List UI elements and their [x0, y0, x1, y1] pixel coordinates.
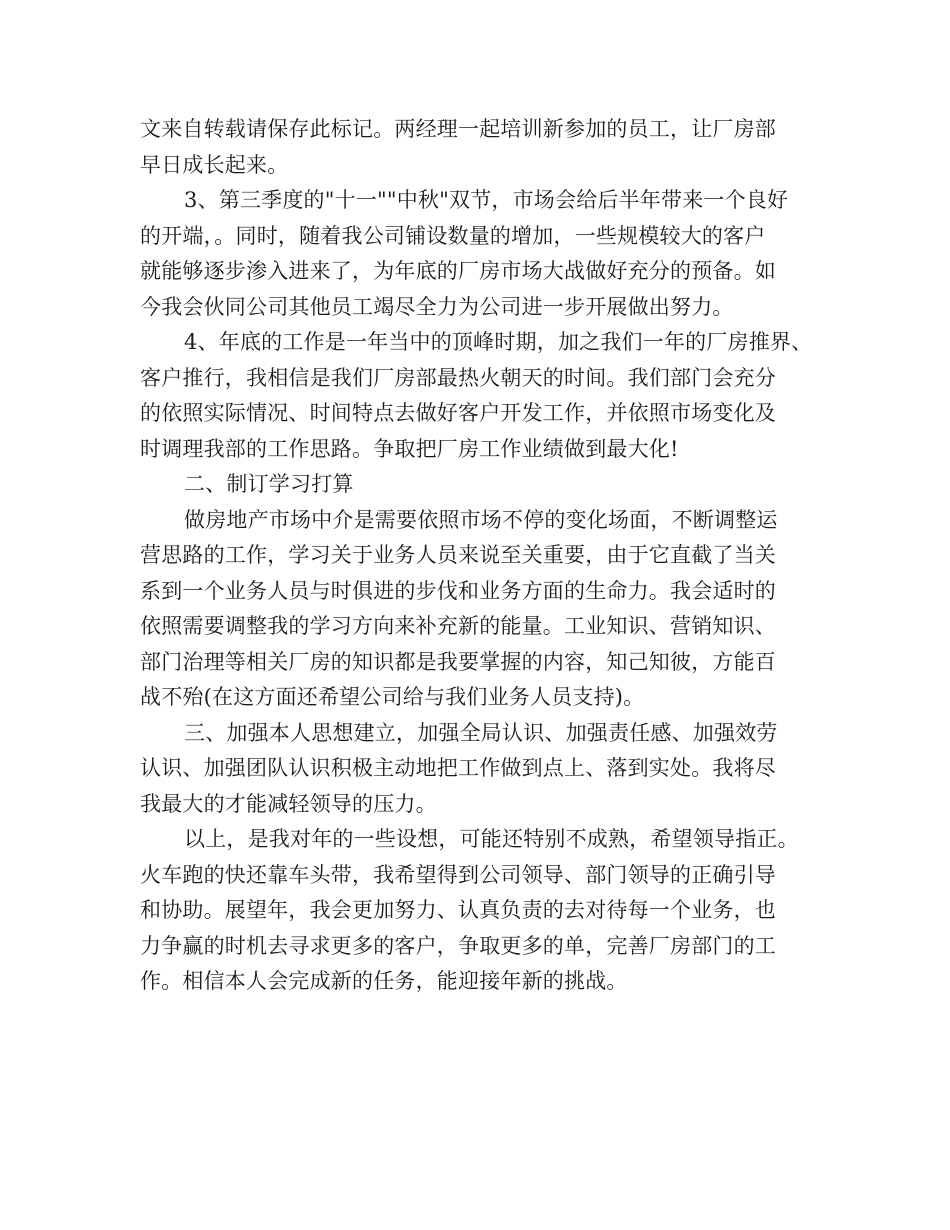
- section-heading: 三、加强本人思想建立，加强全局认识、加强责任感、加强效劳: [184, 720, 778, 745]
- text-line: 火车跑的快还靠车头带，我希望得到公司领导、部门领导的正确引导: [140, 862, 776, 887]
- text-line: 早日成长起来。: [140, 152, 289, 177]
- text-line: 系到一个业务人员与时俱进的步伐和业务方面的生命力。我会适时的: [140, 578, 776, 603]
- text-line: 我最大的才能减轻领导的压力。: [140, 791, 437, 816]
- text-line: 的开端，。同时，随着我公司铺设数量的增加，一些规模较大的客户: [140, 223, 766, 248]
- text-line: 部门治理等相关厂房的知识都是我要掌握的内容，知己知彼，方能百: [140, 649, 776, 674]
- text-line: 就能够逐步渗入进来了，为年底的厂房市场大战做好充分的预备。如: [140, 259, 776, 283]
- text-line: 的依照实际情况、时间特点去做好客户开发工作，并依照市场变化及: [140, 401, 776, 425]
- section-heading: 二、制订学习打算: [184, 472, 354, 496]
- text-line: 认识、加强团队认识积极主动地把工作做到点上、落到实处。我将尽: [140, 756, 776, 780]
- text-line: 战不殆(在这方面还希望公司给与我们业务人员支持)。: [140, 685, 645, 709]
- text-line: 作。相信本人会完成新的任务，能迎接年新的挑战。: [140, 969, 628, 993]
- text-line: 和协助。展望年，我会更加努力、认真负责的去对待每一个业务，也: [140, 898, 776, 922]
- text-line: 时调理我部的工作思路。争取把厂房工作业绩做到最大化!: [140, 436, 679, 461]
- text-line: 以上，是我对年的一些设想，可能还特别不成熟，希望领导指正。: [184, 827, 799, 851]
- text-line: 客户推行，我相信是我们厂房部最热火朝天的时间。我们部门会充分: [140, 365, 776, 390]
- text-line: 4、年底的工作是一年当中的顶峰时期，加之我们一年的厂房推界、: [184, 330, 813, 354]
- text-line: 做房地产市场中介是需要依照市场不停的变化场面，不断调整运: [184, 507, 778, 532]
- text-line: 今我会伙同公司其他员工竭尽全力为公司进一步开展做出努力。: [140, 294, 734, 319]
- text-line: 依照需要调整我的学习方向来补充新的能量。工业知识、营销知识、: [140, 614, 776, 638]
- text-line: 3、第三季度的"十一""中秋"双节，市场会给后半年带来一个良好: [184, 188, 789, 212]
- text-line: 文来自转载请保存此标记。两经理一起培训新参加的员工，让厂房部: [140, 117, 776, 141]
- text-line: 力争赢的时机去寻求更多的客户，争取更多的单，完善厂房部门的工: [140, 933, 776, 958]
- text-line: 营思路的工作，学习关于业务人员来说至关重要，由于它直截了当关: [140, 543, 776, 567]
- document-body: [140, 112, 820, 1000]
